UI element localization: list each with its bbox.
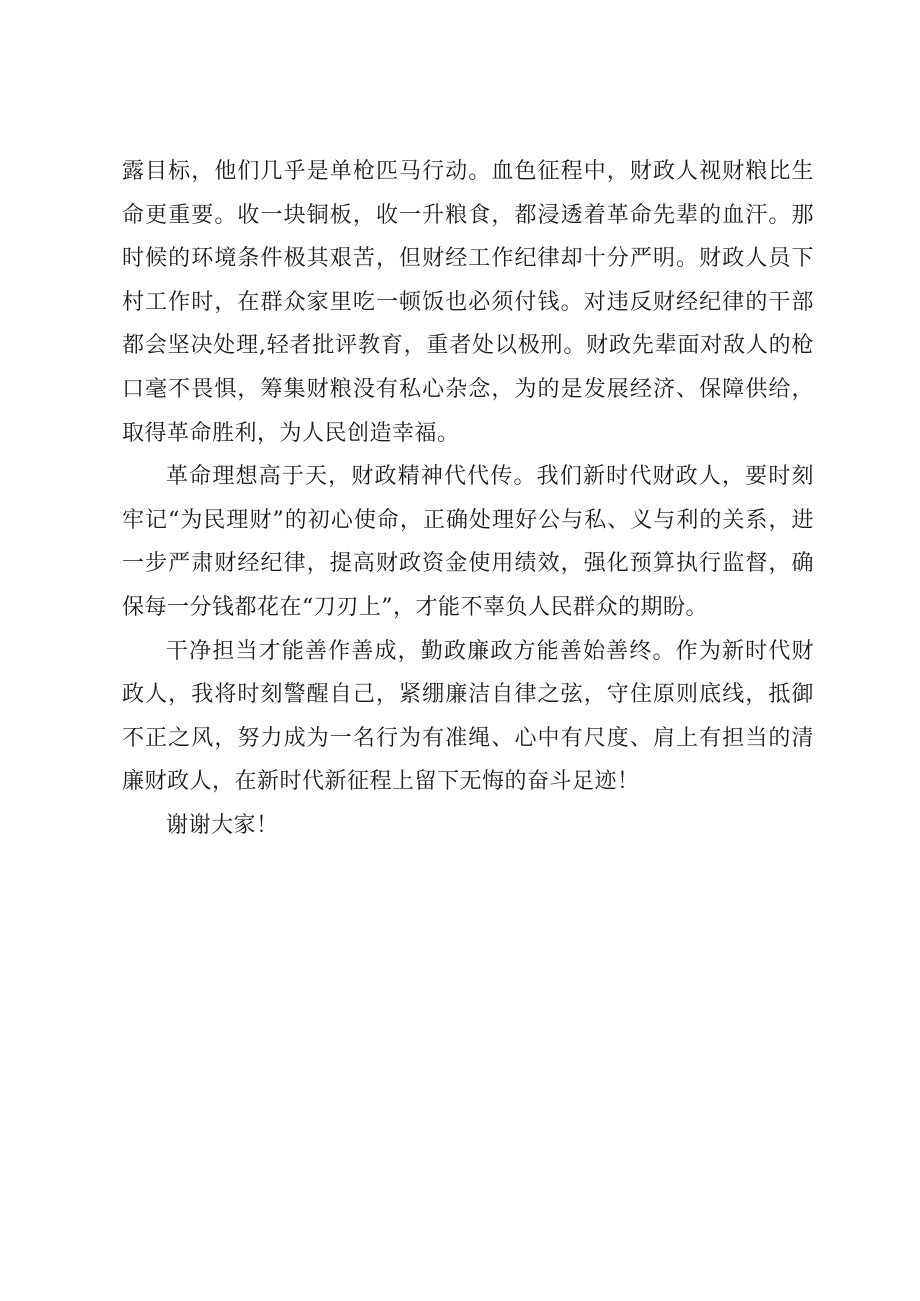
paragraph-clean-government: 干净担当才能善作善成，勤政廉政方能善始善终。作为新时代财政人，我将时刻警醒自己，紧绷廉洁自律之弦，守住原则底线，抵御不正之风，努力成为一名行为有准绳、心中有尺度、肩上有担当的清廉财政人，在新时代新征程上留下无悔的奋斗足迹！: [122, 638, 814, 795]
document-body: [122, 150, 814, 848]
paragraph-closing-thanks: 谢谢大家！: [166, 812, 279, 838]
paragraph-revolutionary-ideals: 革命理想高于天，财政精神代代传。我们新时代财政人，要时刻牢记“为民理财”的初心使命，正确处理好公与私、义与利的关系，进一步严肃财经纪律，提高财政资金使用绩效，强化预算执行监督，确保每一分钱都花在“刀刃上”，才能不辜负人民群众的期盼。: [122, 464, 814, 620]
paragraph-continuation: 露目标，他们几乎是单枪匹马行动。血色征程中，财政人视财粮比生命更重要。收一块铜板，收一升粮食，都浸透着革命先辈的血汗。那时候的环境条件极其艰苦，但财经工作纪律却十分严明。财政人员下村工作时，在群众家里吃一顿饭也必须付钱。对违反财经纪律的干部都会坚决处理,轻者批评教育，重者处以极刑。财政先辈面对敌人的枪口毫不畏惧，筹集财粮没有私心杂念，为的是发展经济、保障供给，取得革命胜利，为人民创造幸福。: [122, 159, 814, 446]
